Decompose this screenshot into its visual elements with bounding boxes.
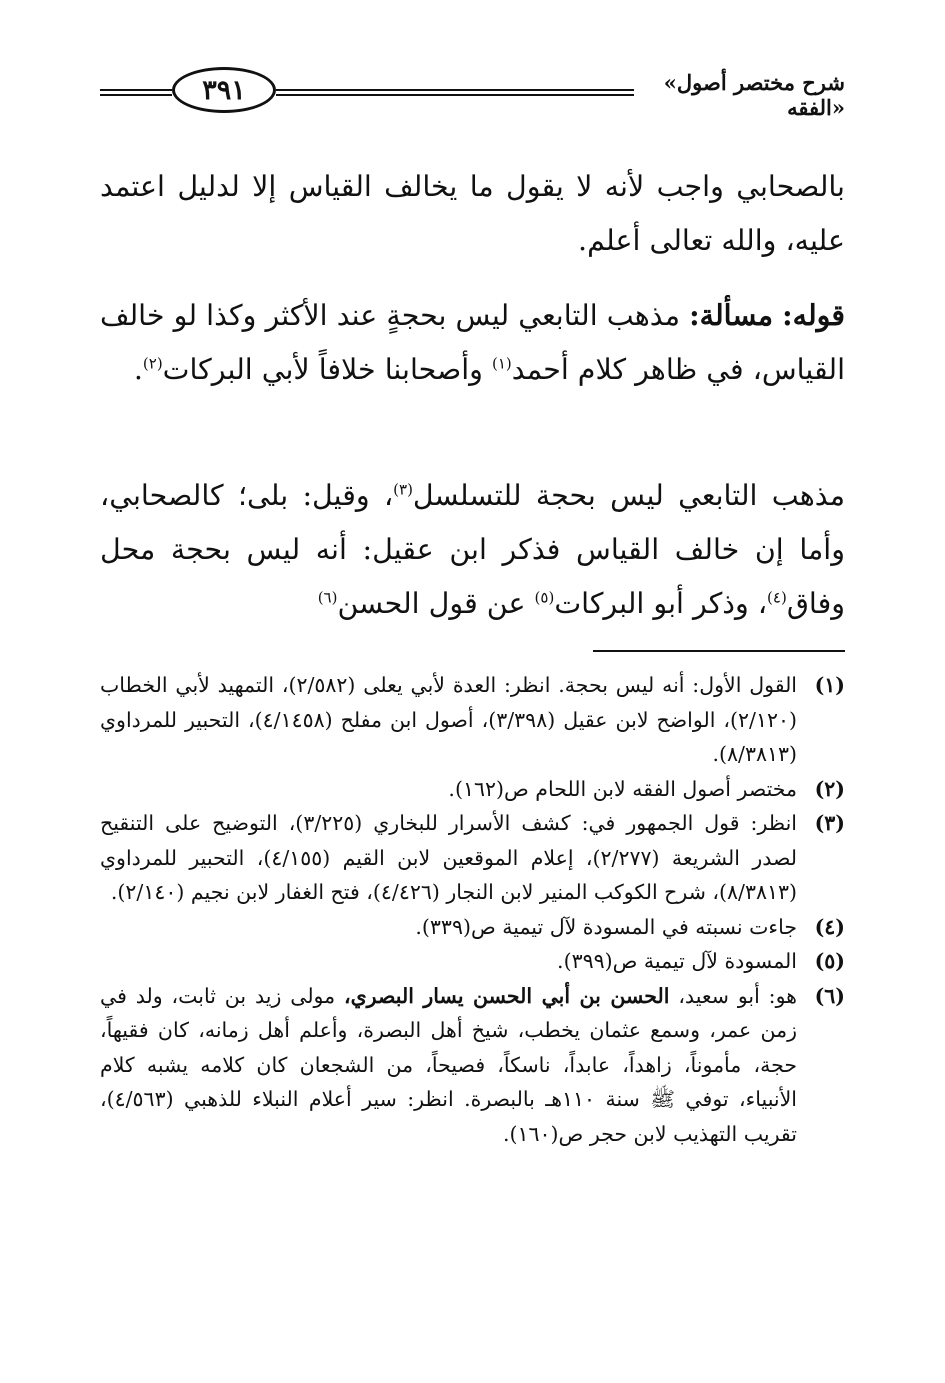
paragraph-3-text-b: ، وقيل: بلى؛ كالصحابي، وأما إن خالف القياس فذكر ابن عقيل: أنه ليس بحجة محل وفاق — [100, 479, 845, 620]
footnote-text: القول الأول: أنه ليس بحجة. انظر: العدة لأبي يعلى (٢/٥٨٢)، التمهيد لأبي الخطاب (٢/١٢٠)، الواضح لابن عقيل (٣/٣٩٨)، أصول ابن مفلح (٤/١٤٥٨)، التحبير للمرداوي (٨/٣٨١٣). — [100, 673, 798, 766]
paragraph-1-text: بالصحابي واجب لأنه لا يقول ما يخالف القياس إلا لدليل اعتمد عليه، والله تعالى أعلم. — [100, 170, 845, 257]
footnote-2 — [100, 772, 845, 807]
footnote-ref-1[interactable]: (١) — [491, 354, 512, 373]
page-header — [100, 64, 845, 124]
footnote-text-a: هو: أبو سعيد، — [678, 983, 797, 1008]
footnote-separator — [593, 650, 845, 652]
quote-lead: قوله: — [782, 298, 845, 332]
header-rule-middle — [276, 89, 634, 91]
footnote-text: المسودة لآل تيمية ص(٣٩٩). — [557, 949, 797, 973]
paragraph-3-text-d: عن قول الحسن — [337, 587, 526, 620]
issue-label: مسألة: — [689, 298, 774, 332]
paragraph-2-text-b: وأصحابنا خلافاً لأبي البركات — [162, 353, 483, 386]
paragraph-2-text-c: . — [133, 353, 143, 386]
footnote-6 — [100, 979, 845, 1152]
paragraph-2 — [100, 288, 845, 397]
footnote-text: جاءت نسبته في المسودة لآل تيمية ص(٣٣٩). — [415, 914, 797, 939]
footnote-5 — [100, 944, 845, 979]
footnote-number: (٦) — [814, 983, 845, 1008]
footnote-text: مختصر أصول الفقه لابن اللحام ص(١٦٢). — [448, 776, 797, 801]
paragraph-3 — [100, 469, 845, 631]
paragraph-3-text-a: مذهب التابعي ليس بحجة للتسلسل — [412, 479, 845, 512]
footnote-number: (٣) — [814, 811, 845, 835]
footnote-number: (٥) — [814, 949, 845, 973]
footnotes — [100, 668, 845, 1151]
page-number: ٣٩١ — [172, 67, 276, 113]
footnote-3 — [100, 806, 845, 910]
paragraph-3-text-c: ، وذكر أبو البركات — [554, 587, 768, 620]
footnote-number: (٢) — [814, 776, 845, 801]
footnote-1 — [100, 668, 845, 772]
footnote-number: (٤) — [814, 914, 845, 939]
footnote-ref-3[interactable]: (٣) — [393, 480, 413, 499]
footnote-text-b: مولى زيد بن ثابت، ولد في زمن عمر، وسمع عثمان يخطب، شيخ أهل البصرة، وأعلم أهل زمانه، كان فقيهاً، حجة، مأموناً، زاهداً، عابداً، ناسكاً، فصيحاً، من الشجعان كان كلامه يشبه كلام الأنبياء، توفي ﷺ سنة ١١٠هـ بالبصرة. انظر: سير أعلام النبلاء للذهبي (٤/٥٦٣)، تقريب التهذيب لابن حجر ص(١٦٠). — [100, 983, 797, 1146]
footnote-ref-5[interactable]: (٥) — [534, 588, 555, 607]
running-title: «شرح مختصر أصول الفقه» — [663, 70, 845, 120]
paragraph-2-text-a: مذهب التابعي ليس بحجةٍ عند الأكثر وكذا لو خالف القياس، في ظاهر كلام أحمد — [100, 299, 845, 386]
footnote-ref-6[interactable]: (٦) — [317, 588, 338, 607]
header-rule-left — [100, 89, 172, 91]
paragraph-1 — [100, 160, 845, 268]
footnote-ref-2[interactable]: (٢) — [142, 354, 163, 373]
footnote-ref-4[interactable]: (٤) — [767, 588, 787, 607]
footnote-4 — [100, 910, 845, 945]
footnote-text: انظر: قول الجمهور في: كشف الأسرار للبخاري (٣/٢٢٥)، التوضيح على التنقيح لصدر الشريعة (٢/٢٧٧)، إعلام الموقعين لابن القيم (٤/١٥٥)، التحبير للمرداوي (٨/٣٨١٣)، شرح الكوكب المنير لابن النجار (٤/٤٢٦)، فتح الغفار لابن نجيم (٢/١٤٠). — [100, 811, 798, 904]
biography-name: الحسن بن أبي الحسن يسار البصري، — [344, 983, 670, 1008]
footnote-number: (١) — [814, 673, 845, 697]
